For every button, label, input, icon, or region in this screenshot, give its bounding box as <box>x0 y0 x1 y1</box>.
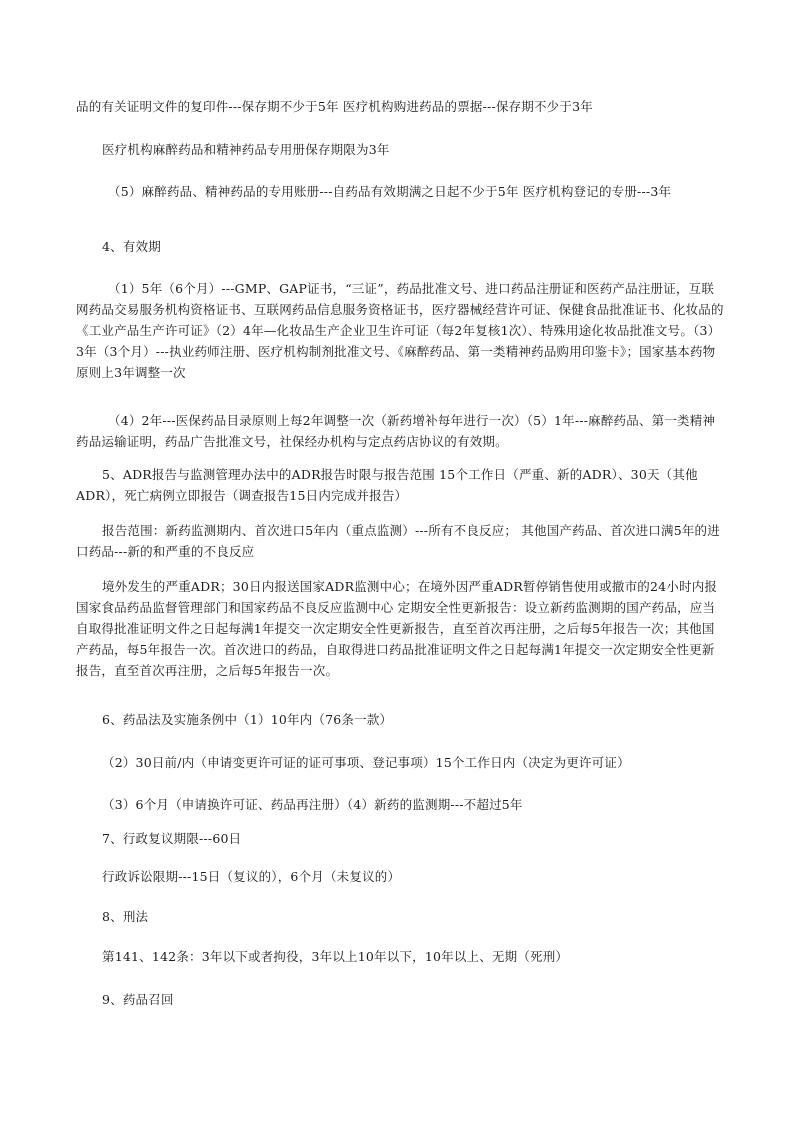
paragraph-report-scope: 报告范围：新药监测期内、首次进口5年内（重点监测）---所有不良反应； 其他国产药品、首次进口满5年的进口药品---新的和严重的不良反应 <box>76 523 720 559</box>
heading-drug-recall: 9、药品召回 <box>102 992 174 1007</box>
paragraph-validity-list: （1）5年（6个月）---GMP、GAP证书，“三证”，药品批准文号、进口药品注册证和医药产品注册证，互联网药品交易服务机构资格证书、互联网药品信息服务资格证书，医疗器械经营许可证、保健食品批准证书、化妆品的《工业产品生产许可证》（2）4年—化妆品生产企业卫生许可证（每2年复核1次）、特殊用途化妆品批准文号。（3）3年（3个月）---执业药师注册、医疗机构制剂批准文号、《麻醉药品、第一类精神药品购用印鉴卡》；国家基本药物原则上3年调整一次 <box>76 281 724 380</box>
paragraph-foreign-adr: 境外发生的严重ADR；30日内报送国家ADR监测中心；在境外因严重ADR暂停销售使用或撤市的24小时内报国家食品药品监督管理部门和国家药品不良反应监测中心 定期安全性更新报告：设立新药监测期的国产药品，应当自取得批准证明文件之日起每满1年提交一次定期安全性更新报告，直至首次再注册，之后每5年报告一次；其他国产药品，每5年报告一次。首次进口的药品，自取得进口药品批准证明文件之日起每满1年提交一次定期安全性更新报告，直至首次再注册，之后每5年报告一次。 <box>76 579 718 678</box>
paragraph-narcotic-ledger: （5）麻醉药品、精神药品的专用账册---自药品有效期满之日起不少于5年 医疗机构登记的专册---3年 <box>108 184 672 199</box>
heading-adr-reporting: 5、ADR报告与监测管理办法中的ADR报告时限与报告范围 15个工作日（严重、新的ADR）、30天（其他ADR），死亡病例立即报告（调查报告15日内完成并报告） <box>76 467 698 503</box>
heading-drug-law: 6、药品法及实施条例中（1）10年内（76条一款） <box>102 712 393 727</box>
paragraph-admin-litigation: 行政诉讼限期---15日（复议的），6个月（未复议的） <box>102 869 401 884</box>
heading-criminal-law: 8、刑法 <box>102 909 149 924</box>
heading-validity-period: 4、有效期 <box>102 239 161 254</box>
paragraph-validity-list-2: （4）2年---医保药品目录原则上每2年调整一次（新药增补每年进行一次）（5）1年---麻醉药品、第一类精神药品运输证明，药品广告批准文号，社保经办机构与定点药店协议的有效期。 <box>76 413 716 449</box>
heading-admin-review: 7、行政复议期限---60日 <box>102 831 242 846</box>
paragraph-drug-law-2: （2）30日前/内（申请变更许可证的证可事项、登记事项）15个工作日内（决定为更许可证） <box>102 755 630 770</box>
paragraph-criminal-articles: 第141、142条：3年以下或者拘役，3年以上10年以下，10年以上、无期（死刑） <box>102 949 569 964</box>
paragraph-drug-law-3: （3）6个月（申请换许可证、药品再注册）（4）新药的监测期---不超过5年 <box>102 797 523 812</box>
paragraph-special-register: 医疗机构麻醉药品和精神药品专用册保存期限为3年 <box>102 142 390 157</box>
paragraph-records-retention: 品的有关证明文件的复印件---保存期不少于5年 医疗机构购进药品的票据---保存期不少于3年 <box>76 99 593 114</box>
